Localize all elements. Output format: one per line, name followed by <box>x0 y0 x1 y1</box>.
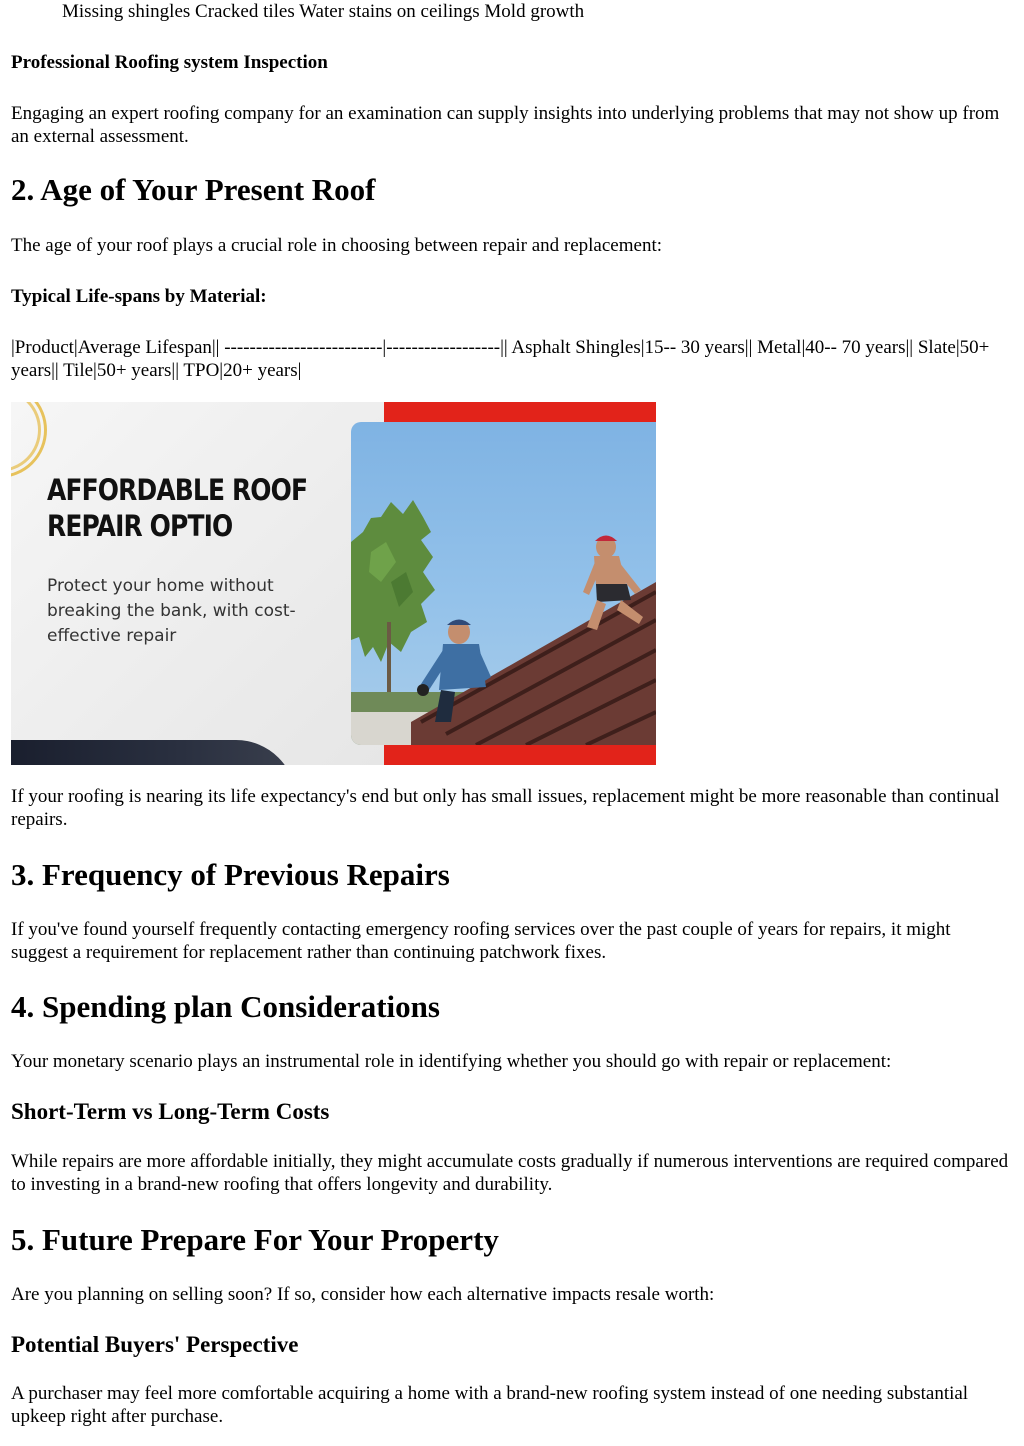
promo-headline: AFFORDABLE ROOF REPAIR OPTIO <box>47 473 308 543</box>
tree <box>351 500 435 692</box>
inspection-label: Professional Roofing system Inspection <box>11 52 328 73</box>
section2-intro: The age of your roof plays a crucial role in choosing between repair and replacement: <box>11 235 663 256</box>
promo-subline: Protect your home without breaking the bank, with cost-effective repair <box>47 576 296 646</box>
section3-text: If you've found yourself frequently contacting emergency roofing services over the past couple of years for repairs, it might suggest a requirement for replacement rather than continuing patchwork fixes. <box>11 919 951 963</box>
promo-dark-shape <box>11 740 296 765</box>
section3-heading: 3. Frequency of Previous Repairs <box>11 857 450 892</box>
section5-text: A purchaser may feel more comfortable acquiring a home with a brand-new roofing system instead of one needing substantial upkeep right after purchase. <box>11 1383 969 1427</box>
section4-subheading: Short-Term vs Long-Term Costs <box>11 1099 330 1124</box>
intro-list-line: Missing shingles Cracked tiles Water stains on ceilings Mold growth <box>62 1 585 22</box>
roofers-photo <box>351 422 656 745</box>
promo-red-bar-bottom <box>384 745 656 765</box>
section2-after-image: If your roofing is nearing its life expectancy's end but only has small issues, replacement might be more reasonable than continual repairs. <box>11 786 1000 830</box>
section4-heading: 4. Spending plan Considerations <box>11 989 440 1024</box>
section4-intro: Your monetary scenario plays an instrumental role in identifying whether you should go with repair or replacement: <box>11 1051 892 1072</box>
promo-red-bar-top <box>384 402 656 422</box>
lifespan-table-raw: |Product|Average Lifespan|| -------------------------|------------------|| Asphalt Shingles|15-- 30 years|| Metal|40-- 70 years|| Slate|50+ years|| Tile|50+ years|| TPO|20+ years| <box>11 337 990 381</box>
section4-text: While repairs are more affordable initially, they might accumulate costs gradually if numerous interventions are required compared to investing in a brand-new roofing that offers longevity and durability. <box>11 1151 1009 1195</box>
promo-image <box>11 402 656 765</box>
lifespans-label: Typical Life-spans by Material: <box>11 286 267 307</box>
roofers-illustration <box>351 422 656 745</box>
section5-heading: 5. Future Prepare For Your Property <box>11 1222 499 1257</box>
section5-intro: Are you planning on selling soon? If so, consider how each alternative impacts resale worth: <box>11 1284 715 1305</box>
inspection-text: Engaging an expert roofing company for an examination can supply insights into underlying problems that may not show up from an external assessment. <box>11 103 1000 147</box>
section5-subheading: Potential Buyers' Perspective <box>11 1332 299 1357</box>
section2-heading: 2. Age of Your Present Roof <box>11 172 376 207</box>
